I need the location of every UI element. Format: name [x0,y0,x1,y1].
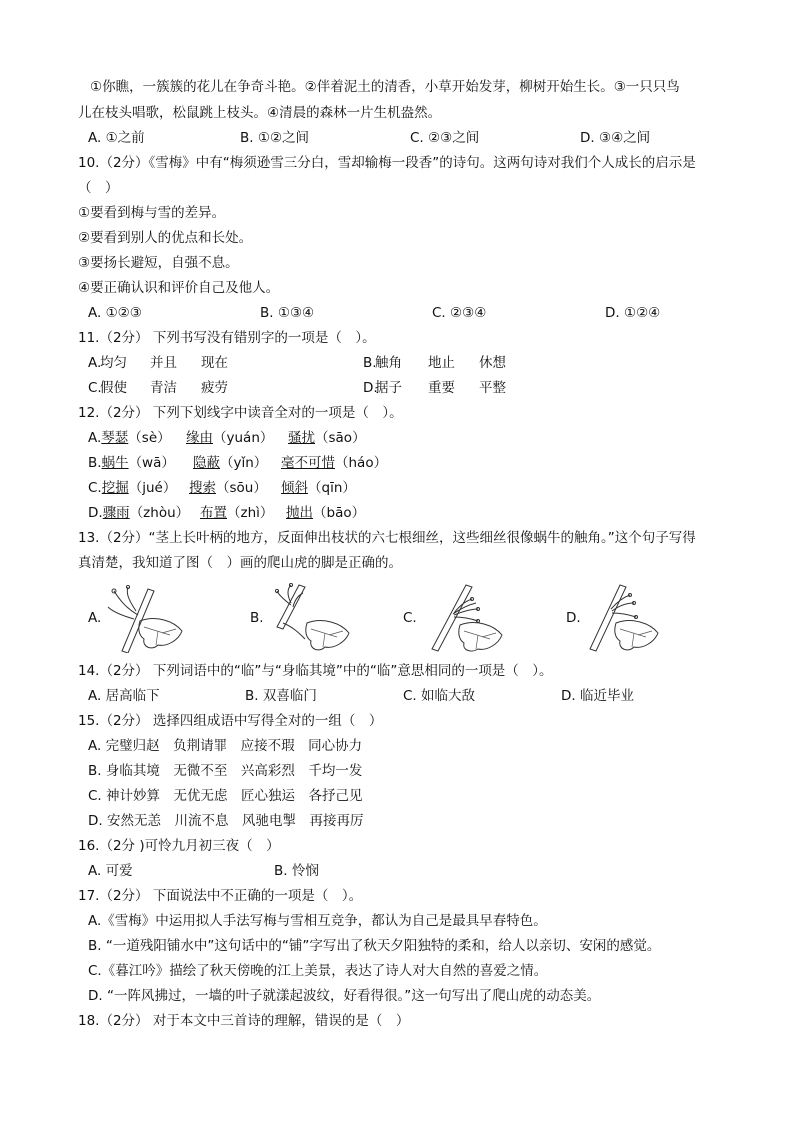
q16-stem: 16.（2分 )可怜九月初三夜（ ） [78,838,280,854]
q11-option-letter: A. [88,355,102,371]
q11-word: 并且 [150,355,177,371]
q14-option-a: A. 居高临下 [88,688,160,704]
ivy-foot-drawing-b [265,583,357,653]
q13-option-c-figure [420,583,516,653]
q12-option-d [88,504,366,522]
q14-option-d: D. 临近毕业 [561,688,634,704]
q13-option-d-figure [580,583,676,653]
q10-option-c: C. ②③④ [432,305,487,321]
q12-pinyin: （sāo） [315,430,366,446]
q12-word: 倾斜 [281,480,308,496]
q11-option-a [88,354,228,372]
q12-option-a [88,429,366,447]
ivy-foot-drawing-a [104,585,196,653]
q18-stem: 18.（2分） 对于本文中三首诗的理解，错误的是（ ） [78,1013,410,1029]
q14-option-b: B. 双喜临门 [245,688,317,704]
q12-option-letter: B. [88,455,102,471]
q12-pinyin: （yuán） [213,430,274,446]
q11-stem: 11.（2分） 下列书写没有错别字的一项是（ ）。 [78,330,376,346]
q14-stem: 14.（2分） 下列词语中的“临”与“身临其境”中的“临”意思相同的一项是（ ）。 [78,663,553,679]
q12-pinyin: （zhì） [227,505,274,521]
q12-option-letter: A. [88,430,102,446]
q11-word: 青洁 [150,380,177,396]
q13-option-b-figure [265,583,357,653]
q10-item-3: ③要扬长避短，自强不息。 [78,255,239,271]
q10-option-a: A. ①②③ [88,305,142,321]
q9-option-c: C. ②③之间 [410,130,480,146]
q17-option-c: C.《暮江吟》描绘了秋天傍晚的江上美景，表达了诗人对大自然的喜爱之情。 [88,963,548,979]
q12-option-b [88,454,388,472]
q9-passage-line-2: 儿在枝头唱歌，松鼠跳上枝头。④清晨的森林一片生机盎然。 [78,105,442,121]
q12-option-letter: C. [88,480,102,496]
q11-word: 触角 [375,355,402,371]
q10-option-d: D. ①②④ [605,305,661,321]
q10-stem-continued: （ ） [78,180,119,196]
q10-item-2: ②要看到别人的优点和长处。 [78,230,253,246]
q10-item-4: ④要正确认识和评价自己及他人。 [78,280,280,296]
q10-option-b: B. ①③④ [260,305,315,321]
q17-option-a: A.《雪梅》中运用拟人手法写梅与雪相互竞争，都认为自己是最具早春特色。 [88,913,547,929]
q11-word: 地止 [428,355,455,371]
q11-option-b [363,354,506,372]
q9-passage-line-1: ①你瞧，一簇簇的花儿在争奇斗艳。②伴着泥土的清香，小草开始发芽，柳树开始生长。③一只只鸟 [90,79,680,95]
q11-option-letter: B. [363,355,377,371]
q12-pinyin: （qīn） [308,480,356,496]
q15-option-c: C. 神计妙算 无优无虑 匠心独运 各抒己见 [88,788,363,804]
q14-option-c: C. 如临大敌 [403,688,476,704]
q11-word: 现在 [201,355,228,371]
q11-option-d [363,379,506,397]
q12-pinyin: （wā） [128,455,175,471]
q12-pinyin: （jué） [128,480,177,496]
q12-pinyin: （bāo） [313,505,366,521]
q11-word: 重要 [428,380,455,396]
q15-stem: 15.（2分） 选择四组成语中写得全对的一组（ ） [78,713,383,729]
q16-option-a: A. 可爱 [88,863,133,879]
q12-word: 琴瑟 [101,430,129,446]
q12-pinyin: （sè） [128,430,171,446]
q13-option-a-figure [104,585,196,653]
q13-option-a-label: A. [88,610,102,626]
q15-option-b: B. 身临其境 无微不至 兴高彩烈 千均一发 [88,763,363,779]
q12-stem: 12.（2分） 下列下划线字中读音全对的一项是（ ）。 [78,405,403,421]
q13-option-b-label: B. [250,610,264,626]
q11-option-c [88,379,228,397]
q11-word: 均匀 [100,355,127,371]
q11-word: 平整 [479,380,506,396]
q12-word: 骤雨 [102,505,130,521]
q12-word: 蜗牛 [101,455,129,471]
q12-word: 抛出 [286,505,313,521]
q13-stem: 13.（2分）“茎上长叶柄的地方，反面伸出枝状的六七根细丝，这些细丝很像蜗牛的触角。”这个句子写得 [78,530,696,546]
q16-option-b: B. 怜悯 [274,863,319,879]
q13-stem-continued: 真清楚，我知道了图（ ）画的爬山虎的脚是正确的。 [78,555,402,571]
ivy-foot-drawing-d [580,583,676,653]
q9-option-d: D. ③④之间 [580,130,651,146]
q17-option-b: B. “一道残阳铺水中”这句话中的“铺”字写出了秋天夕阳独特的柔和，给人以亲切、安闲的感觉。 [88,938,661,954]
q12-word: 布置 [200,505,227,521]
q17-stem: 17.（2分） 下面说法中不正确的一项是（ ）。 [78,888,363,904]
q9-option-a: A. ①之前 [88,130,145,146]
q15-option-d: D. 安然无恙 川流不息 风驰电掣 再接再厉 [88,813,364,829]
q12-word: 缘由 [186,430,213,446]
ivy-foot-drawing-c [420,583,516,653]
q12-word: 搜索 [189,480,216,496]
q15-option-a: A. 完璧归赵 负荆请罪 应接不瑕 同心协力 [88,738,363,754]
q11-word: 休想 [479,355,506,371]
q12-option-c [88,479,356,497]
q12-pinyin: （sōu） [216,480,267,496]
q17-option-d: D. “一阵风拂过，一墙的叶子就漾起波纹，好看得很。”这一句写出了爬山虎的动态美。 [88,988,601,1004]
q11-word: 据子 [375,380,402,396]
q12-pinyin: （háo） [335,455,388,471]
q12-word: 隐蔽 [193,455,220,471]
q10-stem: 10.（2分）《雪梅》中有“梅须逊雪三分白，雪却输梅一段香”的诗句。这两句诗对我们个人成长的启示是 [78,155,696,171]
q9-option-b: B. ①②之间 [240,130,310,146]
q12-word: 毫不可惜 [281,455,335,471]
q11-word: 假使 [100,380,127,396]
q13-option-d-label: D. [566,610,581,626]
q11-word: 疲劳 [201,380,228,396]
q12-pinyin: （yǐn） [220,455,268,471]
q12-option-letter: D. [88,505,103,521]
q12-pinyin: （zhòu） [129,505,190,521]
q13-option-c-label: C. [403,610,417,626]
q12-word: 骚扰 [288,430,315,446]
q11-option-letter: C. [88,380,102,396]
q11-option-letter: D. [363,380,378,396]
q12-word: 挖掘 [101,480,129,496]
q10-item-1: ①要看到梅与雪的差异。 [78,205,226,221]
